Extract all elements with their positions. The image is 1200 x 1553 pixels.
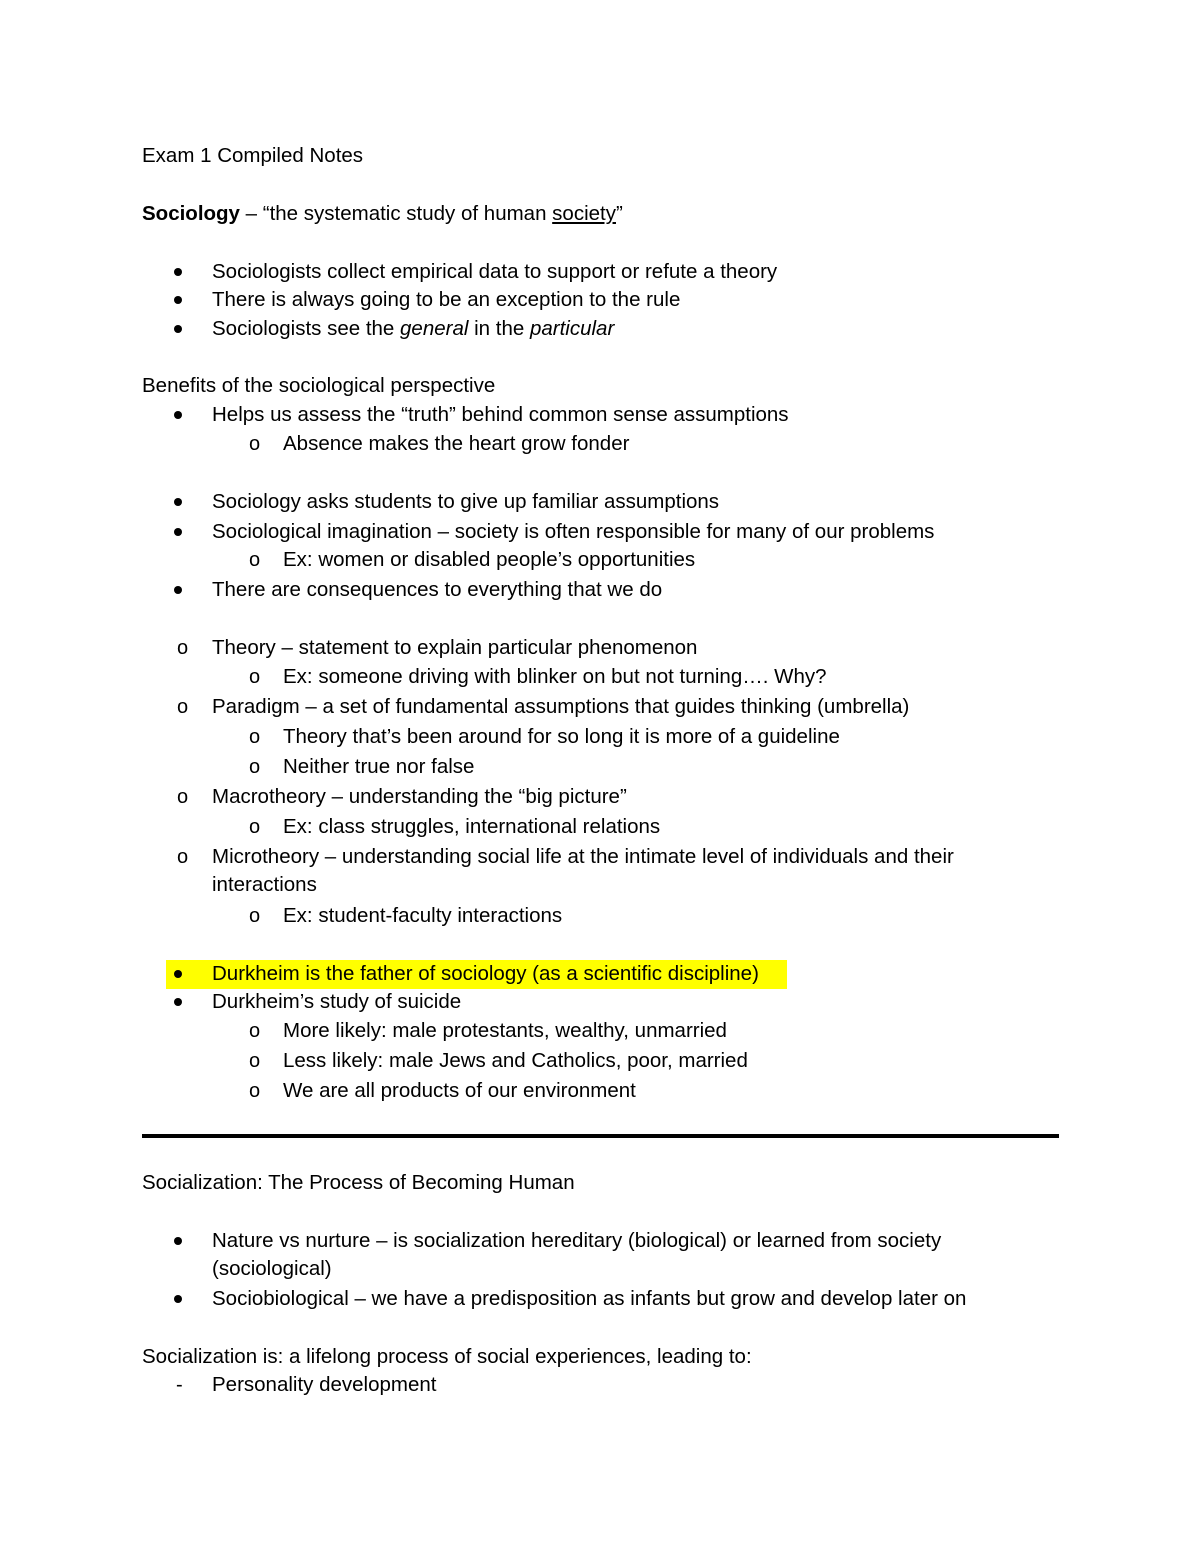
circle-bullet-icon: o [249, 905, 261, 927]
circle-bullet-icon: o [249, 756, 261, 778]
list-item: Theory – statement to explain particular phenomenon [212, 636, 698, 659]
bullet-icon [174, 498, 182, 506]
bullet-icon [174, 998, 182, 1006]
text-span: in the [468, 317, 530, 340]
list-item: Sociology asks students to give up familiar assumptions [212, 490, 720, 513]
bullet-icon [174, 1237, 182, 1245]
sub-list-item: We are all products of our environment [283, 1079, 636, 1102]
italic-particular: particular [529, 317, 615, 340]
list-item: Microtheory – understanding social life at the intimate level of individuals and their interactions [212, 845, 954, 896]
section-heading-socialization: Socialization: The Process of Becoming Human [142, 1171, 575, 1194]
list-item: There is always going to be an exception to the rule [212, 288, 681, 311]
page-title: Exam 1 Compiled Notes [142, 144, 364, 167]
sub-list-item: Ex: women or disabled people’s opportunities [283, 548, 696, 571]
circle-bullet-icon: o [249, 1020, 261, 1042]
sociology-definition [142, 200, 623, 228]
circle-bullet-icon: o [249, 549, 261, 571]
bullet-icon [174, 296, 182, 304]
sub-list-item: Less likely: male Jews and Catholics, poor, married [283, 1049, 748, 1072]
bullet-icon [174, 528, 182, 536]
sub-list-item: Ex: someone driving with blinker on but not turning…. Why? [283, 665, 827, 688]
list-item: Helps us assess the “truth” behind common sense assumptions [212, 403, 789, 426]
bullet-icon [174, 325, 182, 333]
section-heading-benefits: Benefits of the sociological perspective [142, 374, 496, 397]
sociology-term: Sociology [142, 202, 240, 225]
circle-bullet-icon: o [249, 816, 261, 838]
circle-bullet-icon: o [249, 1080, 261, 1102]
circle-bullet-icon: o [177, 786, 189, 808]
list-item: Paradigm – a set of fundamental assumptions that guides thinking (umbrella) [212, 695, 910, 718]
list-item: Sociologists collect empirical data to support or refute a theory [212, 260, 778, 283]
sub-list-item: Neither true nor false [283, 755, 475, 778]
list-item: Macrotheory – understanding the “big picture” [212, 785, 627, 808]
list-item [212, 315, 614, 343]
list-item: Sociobiological – we have a predisposition as infants but grow and develop later on [212, 1287, 967, 1310]
list-item: Nature vs nurture – is socialization hereditary (biological) or learned from society (sociological) [212, 1229, 942, 1280]
list-item: Sociological imagination – society is often responsible for many of our problems [212, 520, 935, 543]
sub-list-item: Ex: student-faculty interactions [283, 904, 563, 927]
definition-underlined: society [552, 202, 616, 225]
definition-text: – “the systematic study of human [239, 202, 553, 225]
circle-bullet-icon: o [249, 666, 261, 688]
bullet-icon [174, 1295, 182, 1303]
italic-general: general [400, 317, 469, 340]
sub-list-item: Ex: class struggles, international relations [283, 815, 661, 838]
list-item: Personality development [212, 1373, 437, 1396]
bullet-icon [174, 970, 182, 978]
sub-list-item: More likely: male protestants, wealthy, unmarried [283, 1019, 727, 1042]
list-item: There are consequences to everything that we do [212, 578, 663, 601]
dash-bullet-icon: - [176, 1374, 183, 1396]
circle-bullet-icon: o [177, 637, 189, 659]
sub-list-item: Theory that’s been around for so long it is more of a guideline [283, 725, 840, 748]
socialization-is-text: Socialization is: a lifelong process of social experiences, leading to: [142, 1345, 752, 1368]
circle-bullet-icon: o [249, 726, 261, 748]
list-item: Durkheim’s study of suicide [212, 990, 462, 1013]
bullet-icon [174, 411, 182, 419]
circle-bullet-icon: o [177, 696, 189, 718]
circle-bullet-icon: o [177, 846, 189, 868]
sub-list-item: Absence makes the heart grow fonder [283, 432, 630, 455]
bullet-icon [174, 586, 182, 594]
definition-end: ” [615, 202, 623, 225]
circle-bullet-icon: o [249, 1050, 261, 1072]
horizontal-divider [142, 1134, 1059, 1138]
bullet-icon [174, 268, 182, 276]
highlighted-list-item: Durkheim is the father of sociology (as a scientific discipline) [212, 962, 759, 985]
text-span: Sociologists see the [212, 317, 401, 340]
circle-bullet-icon: o [249, 433, 261, 455]
